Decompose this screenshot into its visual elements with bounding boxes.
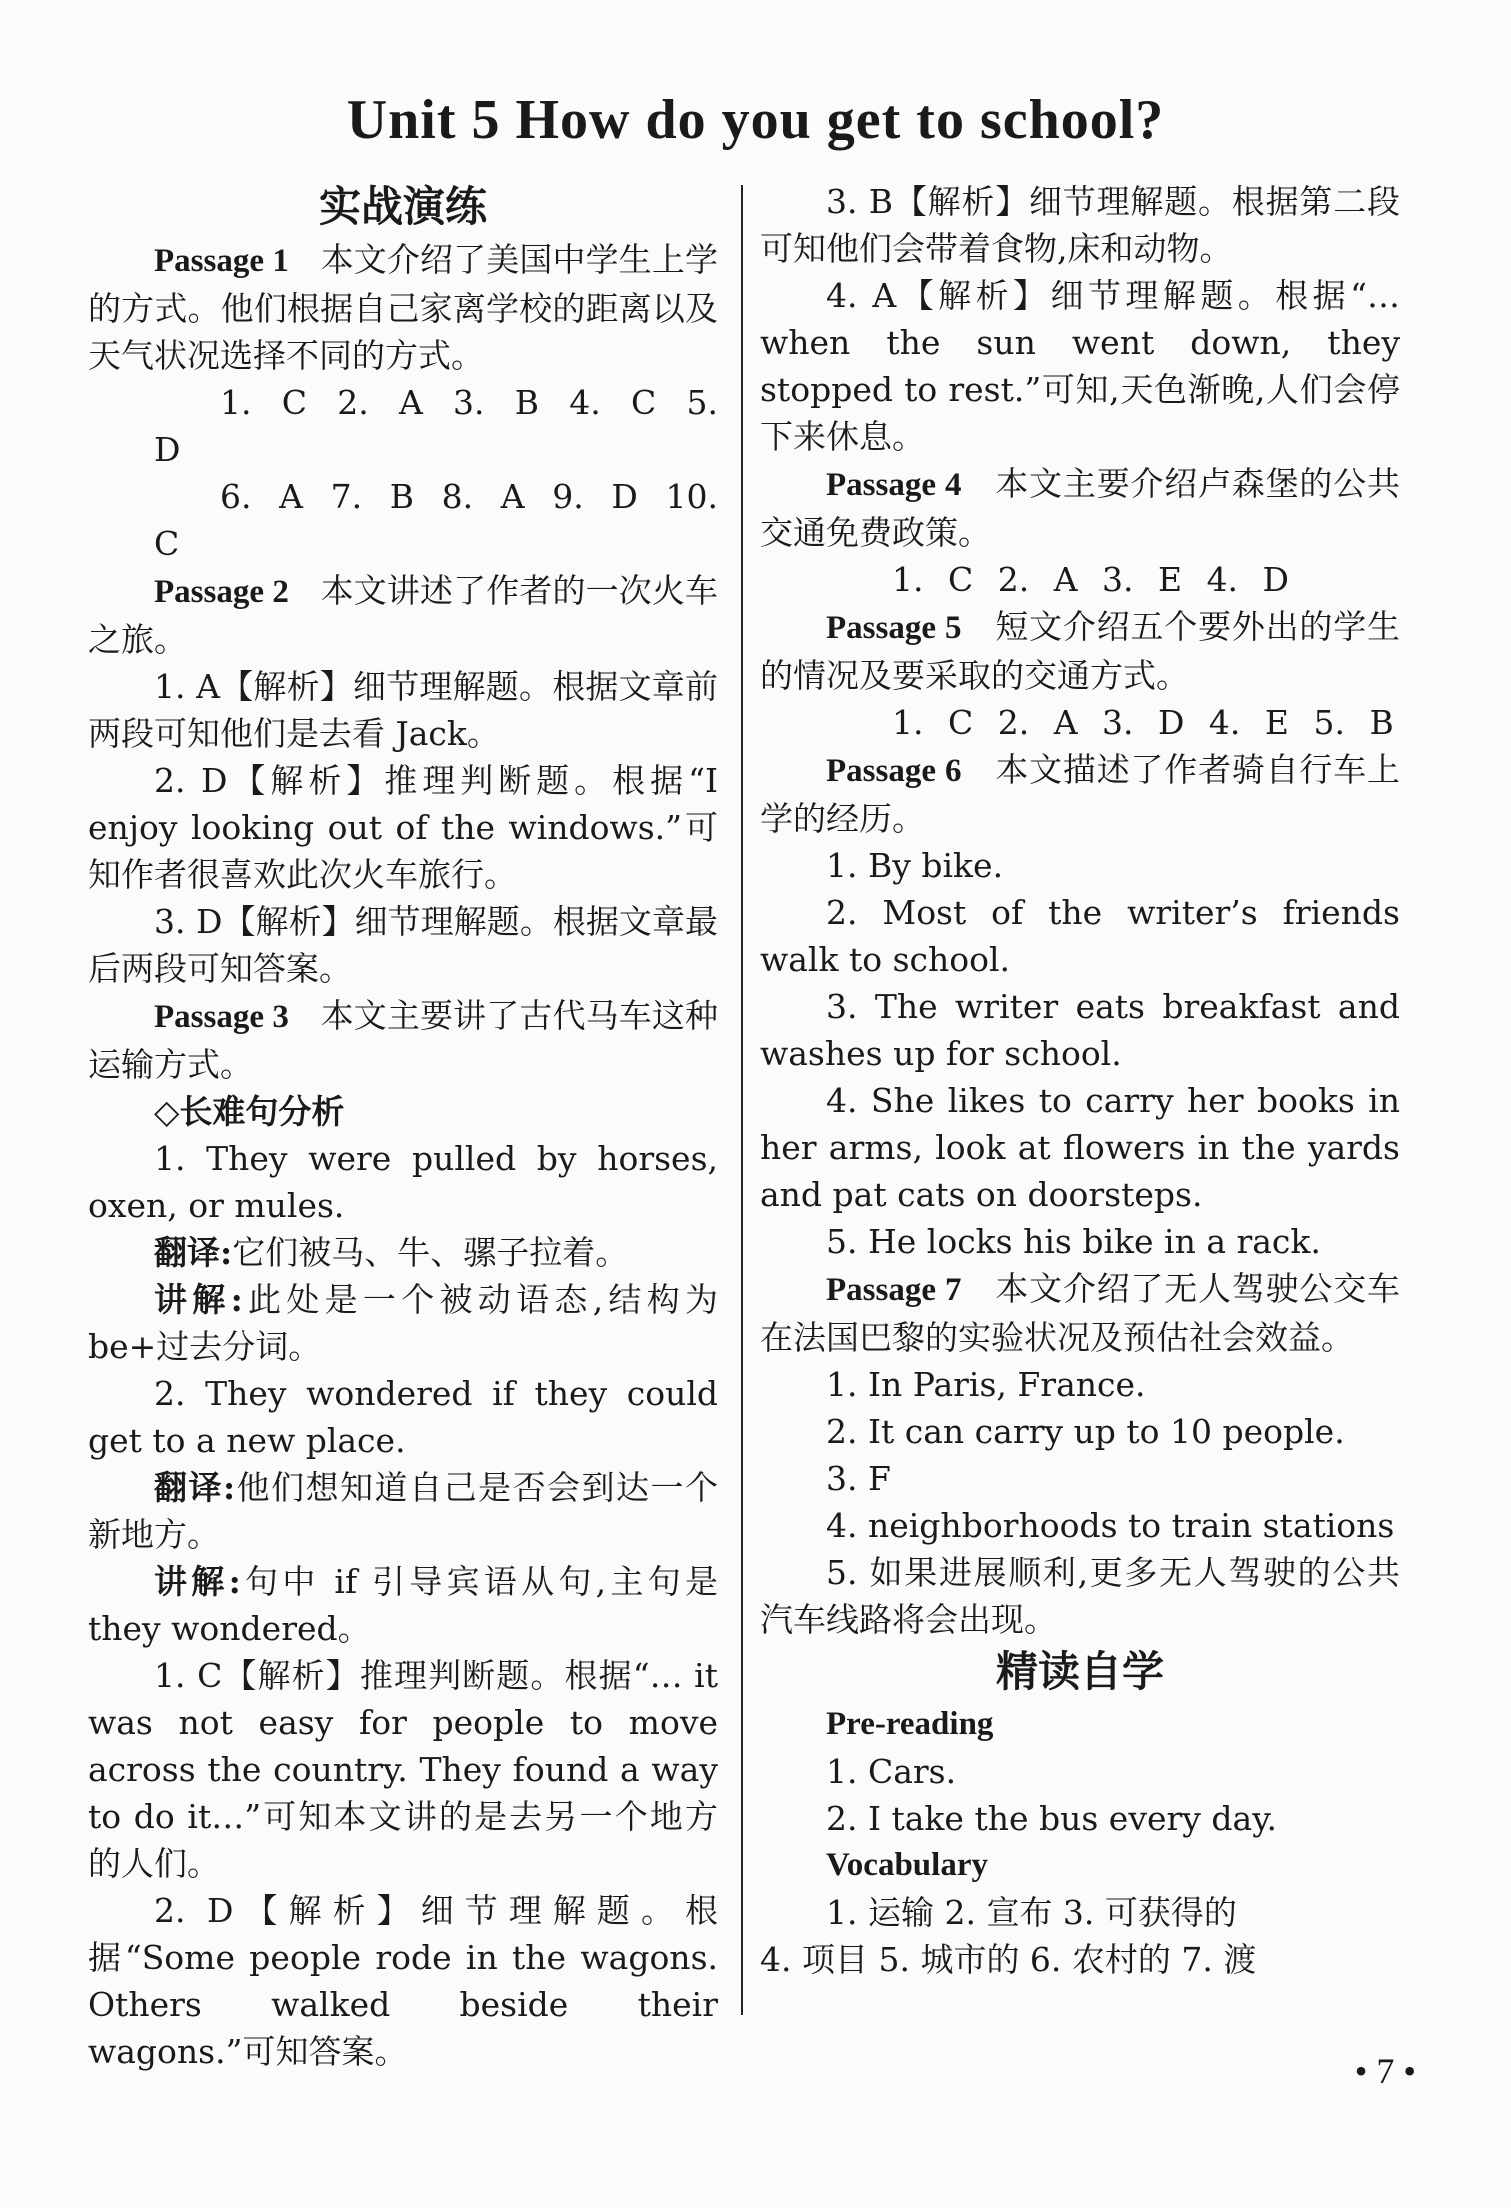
passage-2-q1: 1. A【解析】细节理解题。根据文章前两段可知他们是去看 Jack。 — [88, 667, 718, 753]
passage-6-label: Passage 6 — [826, 753, 962, 789]
page-number: • 7 • — [1354, 2051, 1416, 2091]
passage-7-intro: Passage 7 本文介绍了无人驾驶公交车在法国巴黎的实验状况及预估社会效益。 — [760, 1269, 1400, 1357]
section-title-practice: 实战演练 — [318, 182, 487, 231]
left-column — [88, 178, 718, 2075]
vocabulary-answers-b: 4. 项目 5. 城市的 6. 农村的 7. 渡 — [760, 1940, 1257, 1979]
passage-5-answers: 1. C 2. A 3. D 4. E 5. B — [892, 703, 1394, 742]
sentence-2: 2. They wondered if they could get to a new place. — [88, 1374, 718, 1460]
passage-3-q3: 3. B【解析】细节理解题。根据第二段可知他们会带着食物,床和动物。 — [760, 182, 1400, 268]
passage-7-a5: 5. 如果进展顺利,更多无人驾驶的公共汽车线路将会出现。 — [760, 1553, 1400, 1639]
passage-1-answers-a: 1. C 2. A 3. B 4. C 5. D — [154, 383, 718, 469]
passage-2-q3: 3. D【解析】细节理解题。根据文章最后两段可知答案。 — [88, 902, 718, 988]
passage-3-q2: 2. D【解析】细节理解题。根据“Some people rode in the wagons. Others walked beside their wagons.”可知答案。 — [88, 1891, 718, 2071]
passage-7-a3: 3. F — [826, 1459, 891, 1498]
page-title: Unit 5 How do you get to school? — [346, 89, 1165, 151]
passage-7-a1: 1. In Paris, France. — [826, 1365, 1146, 1404]
passage-6-a5: 5. He locks his bike in a rack. — [826, 1222, 1321, 1261]
passage-4-intro: Passage 4 本文主要介绍卢森堡的公共交通免费政策。 — [760, 464, 1400, 552]
passage-5-label: Passage 5 — [826, 610, 962, 646]
analysis-heading: ◇长难句分析 — [154, 1092, 345, 1131]
right-column — [760, 178, 1400, 1983]
column-divider — [741, 185, 743, 2015]
passage-2-q2: 2. D【解析】推理判断题。根据“I enjoy looking out of the windows.”可知作者很喜欢此次火车旅行。 — [88, 761, 718, 894]
passage-4-answers: 1. C 2. A 3. E 4. D — [892, 560, 1289, 599]
passage-3-q1: 1. C【解析】推理判断题。根据“… it was not easy for people to move across the country. They found a way to do it…”可知本文讲的是去另一个地方的人们。 — [88, 1656, 718, 1883]
sentence-2-explanation: 讲解:句中 if 引导宾语从句,主句是 they wondered。 — [88, 1562, 718, 1648]
passage-6-a1: 1. By bike. — [826, 846, 1004, 885]
pre-reading-heading: Pre-reading — [826, 1706, 994, 1742]
passage-6-a4: 4. She likes to carry her books in her arms, look at flowers in the yards and pat cats on doorsteps. — [760, 1081, 1400, 1214]
passage-6-a2: 2. Most of the writer’s friends walk to school. — [760, 893, 1400, 979]
passage-2-label: Passage 2 — [154, 574, 289, 610]
sentence-1: 1. They were pulled by horses, oxen, or mules. — [88, 1139, 718, 1225]
passage-1-intro: Passage 1 本文介绍了美国中学生上学的方式。他们根据自己家离学校的距离以及天气状况选择不同的方式。 — [88, 240, 718, 375]
pre-reading-a1: 1. Cars. — [826, 1752, 957, 1791]
passage-4-label: Passage 4 — [826, 467, 962, 503]
passage-3-intro: Passage 3 本文主要讲了古代马车这种运输方式。 — [88, 996, 718, 1084]
passage-3-q4: 4. A【解析】细节理解题。根据“… when the sun went down, they stopped to rest.”可知,天色渐晚,人们会停下来休息。 — [760, 276, 1400, 456]
passage-1-label: Passage 1 — [154, 243, 289, 279]
passage-6-intro: Passage 6 本文描述了作者骑自行车上学的经历。 — [760, 750, 1400, 838]
sentence-1-translation: 翻译:它们被马、牛、骡子拉着。 — [154, 1233, 629, 1272]
pre-reading-a2: 2. I take the bus every day. — [826, 1799, 1277, 1838]
passage-6-a3: 3. The writer eats breakfast and washes up for school. — [760, 987, 1400, 1073]
sentence-1-explanation: 讲解:此处是一个被动语态,结构为 be+过去分词。 — [88, 1280, 718, 1366]
passage-7-a2: 2. It can carry up to 10 people. — [826, 1412, 1345, 1451]
passage-3-label: Passage 3 — [154, 999, 289, 1035]
passage-7-label: Passage 7 — [826, 1272, 962, 1308]
passage-2-intro: Passage 2 本文讲述了作者的一次火车之旅。 — [88, 571, 718, 659]
passage-7-a4: 4. neighborhoods to train stations — [826, 1506, 1395, 1545]
sentence-2-translation: 翻译:他们想知道自己是否会到达一个新地方。 — [88, 1468, 719, 1554]
vocabulary-answers-a: 1. 运输 2. 宣布 3. 可获得的 — [826, 1893, 1237, 1932]
passage-5-intro: Passage 5 短文介绍五个要外出的学生的情况及要采取的交通方式。 — [760, 607, 1400, 695]
passage-1-answers-b: 6. A 7. B 8. A 9. D 10. C — [154, 477, 718, 563]
section-title-intensive-reading: 精读自学 — [995, 1647, 1164, 1696]
vocabulary-heading: Vocabulary — [826, 1847, 988, 1883]
